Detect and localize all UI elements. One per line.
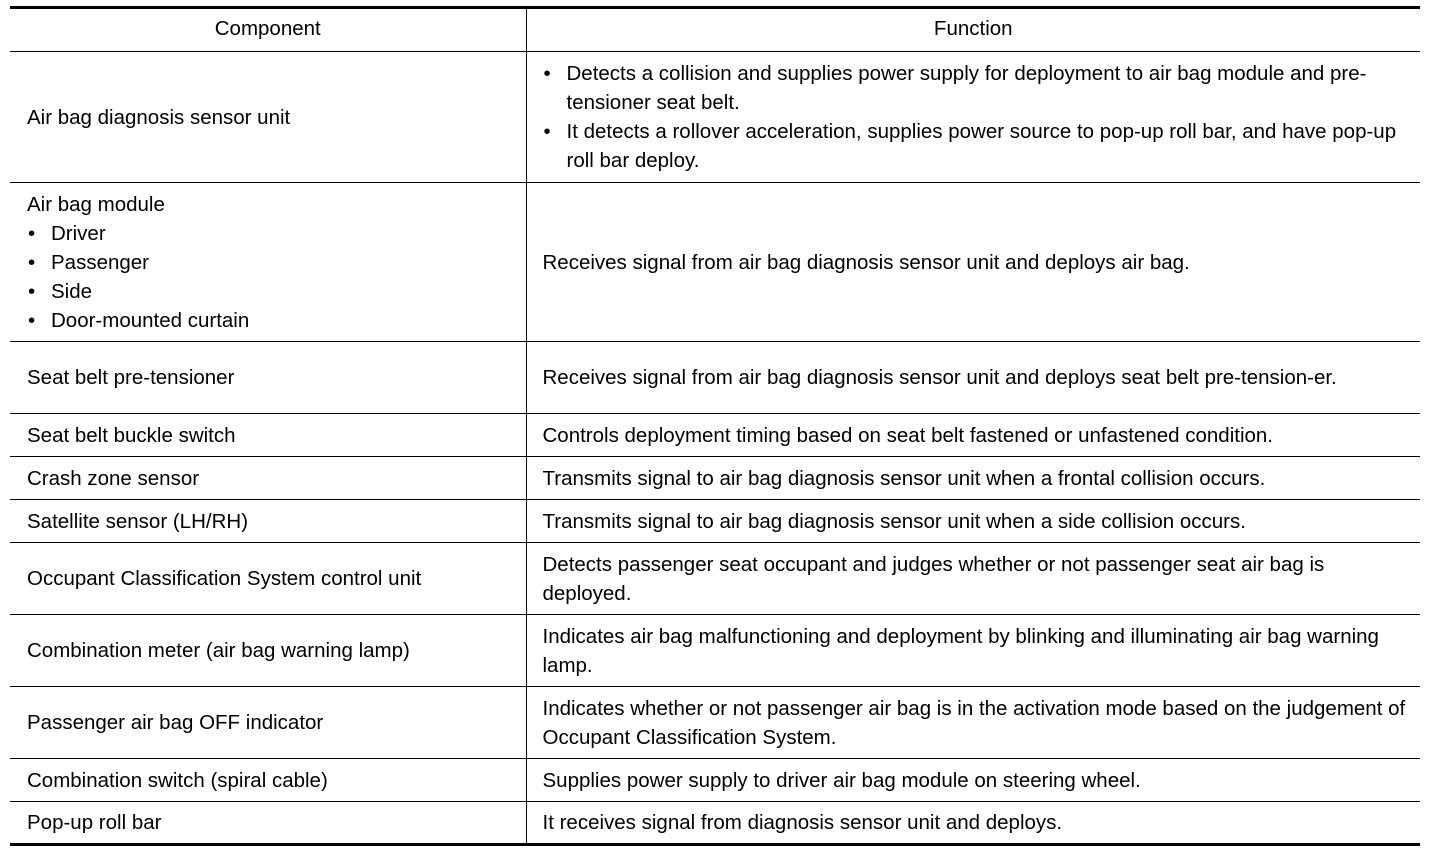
function-cell: Transmits signal to air bag diagnosis sensor unit when a side collision occurs. xyxy=(526,500,1420,543)
component-cell: Crash zone sensor xyxy=(10,457,526,500)
list-item: • Side xyxy=(27,277,526,306)
list-item: • Door-mounted curtain xyxy=(27,306,526,335)
function-cell: Receives signal from air bag diagnosis sensor unit and deploys seat belt pre-tension-er. xyxy=(526,342,1420,414)
function-cell: Detects passenger seat occupant and judges whether or not passenger seat air bag is deployed. xyxy=(526,543,1420,615)
function-cell xyxy=(526,52,1420,183)
component-function-table xyxy=(10,6,1420,846)
component-cell: Air bag diagnosis sensor unit xyxy=(10,52,526,183)
component-label: Air bag module xyxy=(27,192,165,216)
component-cell xyxy=(10,183,526,342)
table-row xyxy=(10,802,1420,845)
list-item: • Driver xyxy=(27,219,526,248)
function-cell: Supplies power supply to driver air bag module on steering wheel. xyxy=(526,759,1420,802)
table-row xyxy=(10,183,1420,342)
function-cell: Indicates whether or not passenger air bag is in the activation mode based on the judgement of Occupant Classification System. xyxy=(526,687,1420,759)
component-cell: Seat belt buckle switch xyxy=(10,414,526,457)
table-row xyxy=(10,543,1420,615)
table-row xyxy=(10,342,1420,414)
table-row xyxy=(10,457,1420,500)
function-cell: Receives signal from air bag diagnosis sensor unit and deploys air bag. xyxy=(526,183,1420,342)
component-cell: Pop-up roll bar xyxy=(10,802,526,845)
function-cell: Indicates air bag malfunctioning and deployment by blinking and illuminating air bag warning lamp. xyxy=(526,615,1420,687)
component-cell: Satellite sensor (LH/RH) xyxy=(10,500,526,543)
table-row xyxy=(10,414,1420,457)
header-row xyxy=(10,8,1420,52)
table-row xyxy=(10,759,1420,802)
table-row xyxy=(10,500,1420,543)
function-bullet-list xyxy=(543,59,1415,175)
component-bullet-list xyxy=(27,219,526,335)
list-item: • Detects a collision and supplies power supply for deployment to air bag module and pre-tensioner seat belt. xyxy=(543,59,1415,117)
column-header-component: Component xyxy=(10,8,526,52)
function-cell: It receives signal from diagnosis sensor unit and deploys. xyxy=(526,802,1420,845)
list-item: • Passenger xyxy=(27,248,526,277)
list-item: • It detects a rollover acceleration, supplies power source to pop-up roll bar, and have pop-up roll bar deploy. xyxy=(543,117,1415,175)
component-cell: Passenger air bag OFF indicator xyxy=(10,687,526,759)
function-cell: Controls deployment timing based on seat belt fastened or unfastened condition. xyxy=(526,414,1420,457)
component-cell: Occupant Classification System control unit xyxy=(10,543,526,615)
component-cell: Combination switch (spiral cable) xyxy=(10,759,526,802)
component-cell: Combination meter (air bag warning lamp) xyxy=(10,615,526,687)
table-row xyxy=(10,615,1420,687)
function-cell: Transmits signal to air bag diagnosis sensor unit when a frontal collision occurs. xyxy=(526,457,1420,500)
table-row xyxy=(10,687,1420,759)
column-header-function: Function xyxy=(526,8,1420,52)
component-cell: Seat belt pre-tensioner xyxy=(10,342,526,414)
table-row xyxy=(10,52,1420,183)
